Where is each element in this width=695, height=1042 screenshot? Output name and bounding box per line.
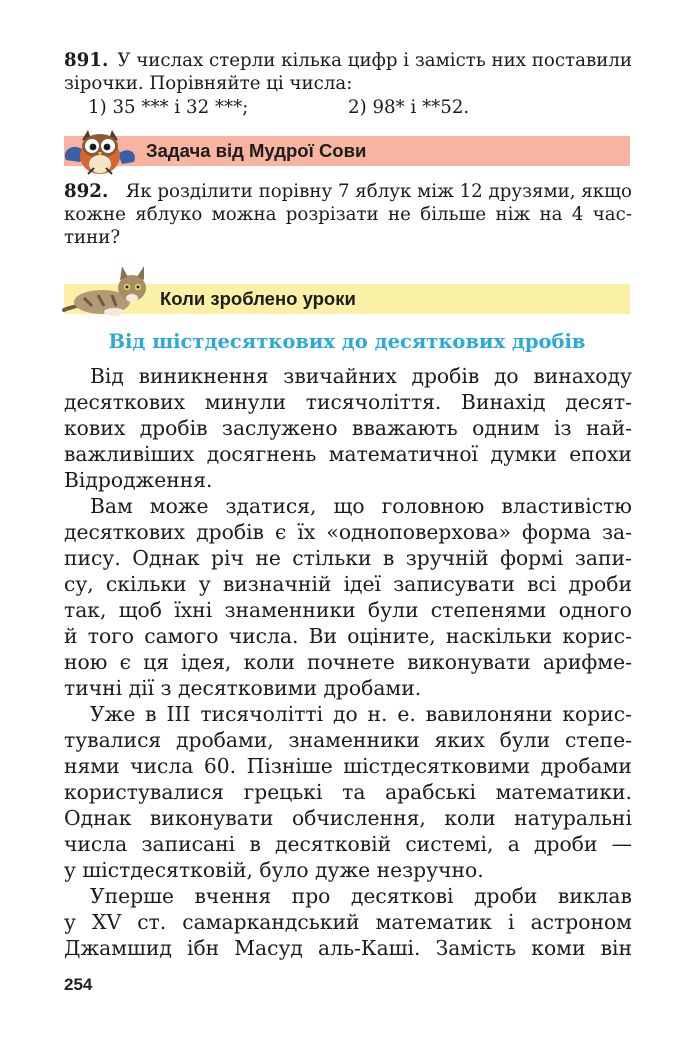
word: Замість <box>435 936 517 960</box>
option-1: 1) 35 *** і 32 ***; <box>88 97 249 118</box>
problem-text-line <box>64 49 632 72</box>
word: одним <box>472 416 540 440</box>
word: Вам <box>90 494 133 518</box>
wise-owl-banner <box>64 136 630 166</box>
cat-icon <box>58 262 154 318</box>
word: знаменники <box>224 598 356 622</box>
word: пису. <box>64 546 121 570</box>
text-span <box>64 441 632 467</box>
word: їх <box>297 520 316 544</box>
word: головною <box>381 494 485 518</box>
word: не <box>255 546 281 570</box>
word: щоб <box>118 598 162 622</box>
word: степе- <box>564 728 632 752</box>
text-span <box>64 649 632 675</box>
text-span <box>64 389 632 415</box>
word: ібн <box>186 936 220 960</box>
word: десят- <box>565 390 632 414</box>
word: математики. <box>495 780 632 804</box>
word: до <box>493 364 519 388</box>
text-line <box>64 935 632 961</box>
word: всі <box>527 572 557 596</box>
word: записувати <box>393 572 515 596</box>
text-line <box>64 805 632 831</box>
text-line <box>64 753 632 779</box>
text-span: Відродження. <box>64 468 213 492</box>
text-line <box>64 675 632 701</box>
text-line <box>64 883 632 909</box>
word: ідеї <box>343 572 382 596</box>
word: «одноповерхова» <box>326 520 511 544</box>
word: дробами <box>540 754 632 778</box>
word: най- <box>586 416 632 440</box>
word: числа <box>64 832 128 856</box>
word: — <box>611 832 632 856</box>
text-line <box>64 545 632 571</box>
word: коли <box>444 806 496 830</box>
word: можна <box>211 204 277 225</box>
word: звичайних <box>283 364 397 388</box>
word: були <box>499 728 551 752</box>
word: думки <box>490 442 557 466</box>
problem-892 <box>64 180 632 249</box>
word: арабські <box>385 780 477 804</box>
word: виконувати <box>149 806 274 830</box>
word: із <box>554 416 572 440</box>
problem-text <box>64 203 632 226</box>
word: XV <box>92 910 122 934</box>
problem-text-line <box>64 180 632 203</box>
word: й <box>64 624 78 648</box>
text-line <box>64 779 632 805</box>
word: користувалися <box>64 780 224 804</box>
text-span <box>64 545 632 571</box>
word: натуральні <box>514 806 632 830</box>
text-span <box>90 363 632 389</box>
word: Однак <box>132 546 200 570</box>
problem-text: У числах стерли кілька цифр і замість них поставили <box>117 50 632 71</box>
word: розрізати <box>285 204 379 225</box>
text-span <box>64 519 632 545</box>
text-line <box>64 649 632 675</box>
word: ця <box>143 650 169 674</box>
word: астроном <box>530 910 632 934</box>
word: є <box>275 520 287 544</box>
word: є <box>119 650 131 674</box>
text-span <box>64 415 632 441</box>
word: формі <box>500 546 564 570</box>
word: коли <box>243 650 295 674</box>
word: а <box>507 832 520 856</box>
word: корис- <box>562 702 632 726</box>
word: степенями <box>430 598 547 622</box>
word: самаркандський <box>182 910 360 934</box>
word: наскільки <box>445 624 553 648</box>
problem-number: 891. <box>64 50 109 71</box>
word: ідея, <box>181 650 232 674</box>
word: Однак <box>64 806 132 830</box>
word: Масуд <box>234 936 303 960</box>
word: виникнення <box>138 364 269 388</box>
text-line <box>64 909 632 935</box>
page-number: 254 <box>64 975 93 994</box>
text-line <box>64 493 632 519</box>
word: почнете <box>307 650 395 674</box>
word: одного <box>558 598 632 622</box>
word: в <box>382 546 395 570</box>
word: н. <box>367 702 388 726</box>
problem-text-line <box>64 226 632 249</box>
text-span <box>64 623 632 649</box>
word: здатися, <box>225 494 317 518</box>
word: Від <box>90 364 124 388</box>
word: скільки <box>105 572 187 596</box>
text-line <box>64 831 632 857</box>
word: ст. <box>137 910 167 934</box>
word: виконувати <box>407 650 531 674</box>
section-body <box>64 363 632 961</box>
word: ною <box>64 650 108 674</box>
word: важливіших <box>64 442 195 466</box>
word: тисячолітті <box>200 702 324 726</box>
word: грецькі <box>243 780 323 804</box>
word: арифме- <box>542 650 632 674</box>
word: про <box>291 884 331 908</box>
word: що <box>333 494 365 518</box>
text-line <box>64 857 632 883</box>
word: математичної <box>328 442 479 466</box>
word: більше <box>420 204 487 225</box>
word: Уперше <box>90 884 175 908</box>
word: виклав <box>557 884 632 908</box>
section-title: Від шістдесяткових до десяткових дробів <box>108 330 586 353</box>
word: знаменники <box>288 728 420 752</box>
word: стільки <box>292 546 372 570</box>
word: самого <box>144 624 219 648</box>
problem-text: тини? <box>64 227 121 248</box>
text-span <box>64 571 632 597</box>
word: тувалися <box>64 728 162 752</box>
word: у <box>64 910 76 934</box>
word: кових <box>64 416 126 440</box>
word: тисячоліття. <box>305 390 442 414</box>
problem-text: зірочки. Порівняйте ці числа: <box>64 73 353 94</box>
word: визначній <box>222 572 332 596</box>
word: дроби <box>534 832 598 856</box>
problem-text-line <box>64 203 632 226</box>
word: за- <box>601 520 632 544</box>
word: ніж <box>495 204 531 225</box>
text-line <box>64 415 632 441</box>
word: е. <box>397 702 416 726</box>
word: числа <box>130 754 194 778</box>
word: математик <box>375 910 492 934</box>
word: десяткових <box>64 520 186 544</box>
word: їхні <box>174 598 213 622</box>
text-line <box>64 623 632 649</box>
word: форма <box>522 520 591 544</box>
word: річ <box>211 546 244 570</box>
word: і <box>508 910 515 934</box>
text-line <box>64 519 632 545</box>
word: на <box>539 204 563 225</box>
word: 60. <box>203 754 237 778</box>
word: епохи <box>569 442 632 466</box>
word: яблуко <box>135 204 203 225</box>
text-line <box>64 597 632 623</box>
word: Винахід <box>461 390 546 414</box>
text-span <box>90 493 632 519</box>
word: запи- <box>574 546 632 570</box>
text-line <box>64 467 632 493</box>
word: десятковій <box>274 832 392 856</box>
word: десяткових <box>64 390 186 414</box>
text-line <box>64 441 632 467</box>
word: дроби <box>474 884 538 908</box>
text-span <box>64 831 632 857</box>
text-line <box>64 571 632 597</box>
word: дроби <box>568 572 632 596</box>
word: Джамшид <box>64 936 172 960</box>
text-span: тичні дії з десятковими дробами. <box>64 676 422 700</box>
word: числа. <box>228 624 299 648</box>
word: були <box>367 598 419 622</box>
word: яких <box>434 728 485 752</box>
word: так, <box>64 598 107 622</box>
text-span <box>90 883 632 909</box>
text-span <box>64 597 632 623</box>
problem-891 <box>64 49 632 95</box>
text-span <box>90 701 632 727</box>
word: аль-Каші. <box>318 936 421 960</box>
word: корис- <box>562 624 632 648</box>
word: вчення <box>194 884 272 908</box>
word: властивістю <box>501 494 632 518</box>
problem-number: 892. <box>64 181 109 202</box>
word: дробами, <box>175 728 274 752</box>
word: кожне <box>64 204 126 225</box>
word: вавилоняни <box>425 702 553 726</box>
text-span <box>64 805 632 831</box>
word: Пізніше <box>246 754 333 778</box>
banner-title: Задача від Мудрої Сови <box>146 140 367 161</box>
word: того <box>87 624 135 648</box>
word: Ви <box>308 624 338 648</box>
text-span <box>64 935 632 961</box>
banner-title: Коли зроблено уроки <box>160 288 356 309</box>
word: не <box>388 204 411 225</box>
word: системі, <box>405 832 494 856</box>
word: дробів <box>196 520 264 544</box>
text-span <box>64 753 632 779</box>
text-line <box>64 701 632 727</box>
word: III <box>166 702 191 726</box>
word: до <box>332 702 358 726</box>
word: обчислення, <box>291 806 426 830</box>
text-line <box>64 363 632 389</box>
word: оціните, <box>347 624 436 648</box>
word: 4 <box>571 204 584 225</box>
word: винаходу <box>533 364 632 388</box>
word: та <box>342 780 366 804</box>
word: може <box>149 494 209 518</box>
text-line <box>64 727 632 753</box>
word: час- <box>592 204 632 225</box>
problem-text-line <box>64 72 632 95</box>
problem-text: Як розділити порівну 7 яблук між 12 друзями, якщо <box>125 181 632 202</box>
word: дробів <box>411 364 480 388</box>
word: вважають <box>352 416 458 440</box>
word: в <box>145 702 157 726</box>
text-span: у шістдесятковій, було дуже незручно. <box>64 858 484 882</box>
word: в <box>249 832 261 856</box>
word: заслужено <box>221 416 338 440</box>
owl-icon <box>58 122 140 178</box>
word: Уже <box>90 702 136 726</box>
word: шістдесятковими <box>343 754 531 778</box>
word: досягнень <box>206 442 317 466</box>
word: записані <box>141 832 236 856</box>
word: він <box>600 936 632 960</box>
text-span <box>64 909 632 935</box>
word: минули <box>204 390 287 414</box>
word: дробів <box>139 416 208 440</box>
word: десяткові <box>350 884 454 908</box>
text-span <box>64 779 632 805</box>
word: коми <box>531 936 586 960</box>
word: зручній <box>405 546 489 570</box>
option-2: 2) 98* і **52. <box>348 97 470 118</box>
word: су, <box>64 572 94 596</box>
text-line <box>64 389 632 415</box>
word: нями <box>64 754 120 778</box>
text-span <box>64 727 632 753</box>
word: у <box>198 572 211 596</box>
